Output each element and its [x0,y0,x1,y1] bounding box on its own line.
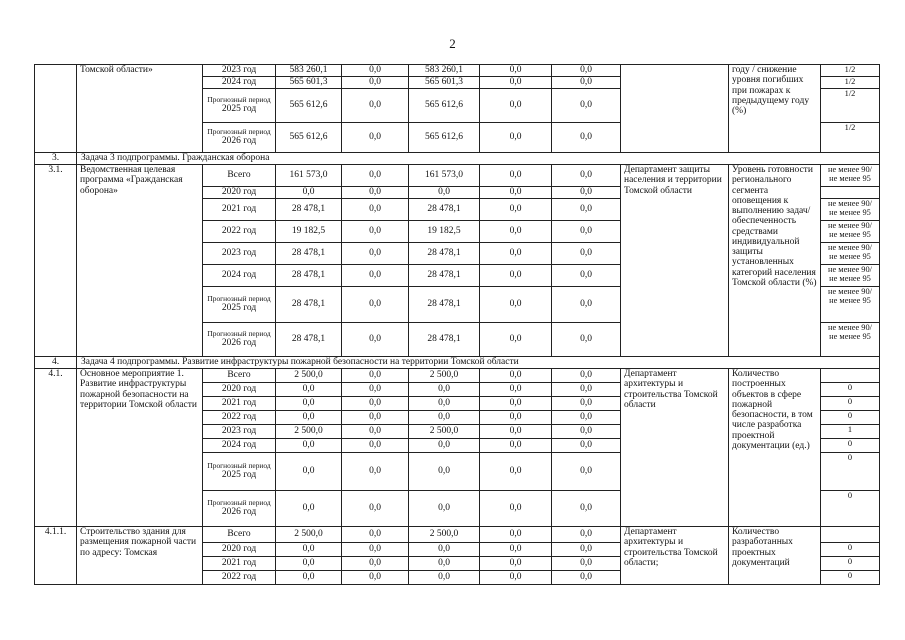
value-cell: 0,0 [409,187,480,199]
year-label: 2025 год [221,303,257,314]
value-cell: 0,0 [552,425,621,439]
indicator-value: 0 [821,571,880,585]
value-cell: 0,0 [409,557,480,571]
value-cell: 0,0 [480,557,552,571]
indicator-value: 0 [821,397,880,411]
value-cell: 0,0 [409,491,480,527]
value-cell: 0,0 [409,383,480,397]
value-cell: 0,0 [480,323,552,357]
value-cell: 0,0 [480,397,552,411]
value-cell: 0,0 [276,411,342,425]
value-cell: 2 500,0 [409,369,480,383]
value-cell: 0,0 [480,265,552,287]
indicator-value: 0 [821,557,880,571]
table-row [35,165,880,187]
indicator-value [821,369,880,383]
year-cell [203,123,276,153]
value-cell: 0,0 [276,383,342,397]
value-cell: 0,0 [480,383,552,397]
year-cell: Всего [203,165,276,187]
year-cell: 2021 год [203,557,276,571]
value-cell: 2 500,0 [276,527,342,543]
value-cell: 0,0 [342,397,409,411]
task-number: 3. [35,153,77,165]
year-label: 2025 год [221,470,257,481]
value-cell: 0,0 [342,491,409,527]
value-cell: 0,0 [342,89,409,123]
executor: Департамент архитектуры и строительства Томской области; [621,527,729,585]
value-cell: 19 182,5 [276,221,342,243]
year-cell: 2024 год [203,77,276,89]
value-cell: 0,0 [276,571,342,585]
row-number-cell [35,65,77,153]
table-row [35,527,880,543]
value-cell: 0,0 [342,165,409,187]
value-cell: 0,0 [552,243,621,265]
year-cell: 2022 год [203,221,276,243]
value-cell: 0,0 [552,65,621,77]
subprogram-table [34,64,880,585]
value-cell: 0,0 [552,411,621,425]
value-cell: 0,0 [480,491,552,527]
value-cell: 0,0 [342,199,409,221]
measure-name: Ведомственная целевая программа «Гражданская оборона» [77,165,203,357]
value-cell: 0,0 [552,397,621,411]
year-cell: Всего [203,369,276,383]
value-cell: 28 478,1 [409,199,480,221]
value-cell: 0,0 [342,323,409,357]
value-cell: 2 500,0 [409,425,480,439]
value-cell: 0,0 [480,439,552,453]
year-cell [203,491,276,527]
indicator-value: не менее 90/ не менее 95 [821,165,880,187]
year-label: 2026 год [221,338,257,349]
value-cell: 0,0 [480,411,552,425]
value-cell: 565 612,6 [409,123,480,153]
value-cell: 0,0 [552,287,621,323]
indicator-value: не менее 90/ не менее 95 [821,221,880,243]
year-cell: 2022 год [203,411,276,425]
value-cell: 0,0 [342,65,409,77]
year-cell: 2023 год [203,65,276,77]
year-cell: 2020 год [203,187,276,199]
value-cell: 2 500,0 [276,425,342,439]
value-cell: 28 478,1 [276,265,342,287]
value-cell: 0,0 [409,439,480,453]
value-cell: 583 260,1 [409,65,480,77]
year-label: 2026 год [221,507,257,518]
value-cell: 28 478,1 [276,287,342,323]
value-cell: 0,0 [552,323,621,357]
value-cell: 28 478,1 [409,287,480,323]
value-cell: 0,0 [342,369,409,383]
year-cell [203,453,276,491]
table-row [35,369,880,383]
row-number: 3.1. [35,165,77,357]
value-cell: 0,0 [552,165,621,187]
indicator-value: 1/2 [821,89,880,123]
value-cell: 0,0 [552,77,621,89]
value-cell: 0,0 [552,527,621,543]
forecast-label: Прогнозный период [207,461,271,471]
value-cell: 0,0 [276,439,342,453]
value-cell: 0,0 [342,557,409,571]
value-cell: 0,0 [480,243,552,265]
year-cell: Всего [203,527,276,543]
value-cell: 161 573,0 [409,165,480,187]
measure-name: Строительство здания для размещения пожарной части по адресу: Томская [77,527,203,585]
value-cell: 0,0 [552,123,621,153]
value-cell: 0,0 [552,221,621,243]
value-cell: 0,0 [276,397,342,411]
value-cell: 0,0 [480,165,552,187]
value-cell: 0,0 [409,571,480,585]
value-cell: 0,0 [480,77,552,89]
value-cell: 0,0 [552,265,621,287]
value-cell: 0,0 [342,383,409,397]
year-cell: 2021 год [203,199,276,221]
indicator-value: 1 [821,425,880,439]
value-cell: 565 612,6 [276,89,342,123]
value-cell: 0,0 [409,453,480,491]
value-cell: 0,0 [552,89,621,123]
page-number: 2 [449,36,456,51]
value-cell: 0,0 [342,221,409,243]
value-cell: 0,0 [480,527,552,543]
value-cell: 28 478,1 [409,243,480,265]
year-label: 2026 год [221,136,257,147]
indicator-value: не менее 90/ не менее 95 [821,243,880,265]
indicator-value: не менее 90/ не менее 95 [821,287,880,323]
value-cell: 0,0 [552,571,621,585]
value-cell: 0,0 [552,491,621,527]
indicator-name: Уровень готовности регионального сегмента оповещения к выполнению задач/ обеспеченность средствами индивидуальной защиты установленных категорий населения Томской области (%) [729,165,821,357]
value-cell: 28 478,1 [276,243,342,265]
value-cell: 0,0 [342,265,409,287]
year-cell: 2024 год [203,439,276,453]
executor-cell [621,65,729,153]
indicator-value: 0 [821,491,880,527]
forecast-label: Прогнозный период [207,498,271,508]
indicator-value: не менее 90/ не менее 95 [821,199,880,221]
value-cell: 0,0 [552,199,621,221]
value-cell: 0,0 [480,369,552,383]
value-cell: 0,0 [276,491,342,527]
value-cell: 0,0 [480,123,552,153]
indicator-value: 0 [821,453,880,491]
task-title: Задача 3 подпрограммы. Гражданская оборона [77,153,880,165]
value-cell: 0,0 [342,425,409,439]
value-cell: 565 612,6 [276,123,342,153]
value-cell: 0,0 [552,187,621,199]
value-cell: 0,0 [552,453,621,491]
value-cell: 0,0 [342,243,409,265]
year-cell: 2021 год [203,397,276,411]
year-cell: 2023 год [203,425,276,439]
table-row [35,153,880,165]
measure-name: Основное мероприятие 1. Развитие инфраструктуры пожарной безопасности на территории Томской области [77,369,203,527]
value-cell: 0,0 [342,411,409,425]
value-cell: 28 478,1 [276,199,342,221]
value-cell: 0,0 [480,453,552,491]
indicator-value: 1/2 [821,77,880,89]
value-cell: 28 478,1 [409,265,480,287]
forecast-label: Прогнозный период [207,127,271,137]
table-row [35,357,880,369]
value-cell: 0,0 [480,187,552,199]
year-label: 2025 год [221,104,257,115]
value-cell: 0,0 [342,287,409,323]
value-cell: 0,0 [480,221,552,243]
indicator-value: не менее 90/ не менее 95 [821,323,880,357]
year-cell: 2022 год [203,571,276,585]
value-cell: 565 601,3 [409,77,480,89]
year-cell: 2020 год [203,543,276,557]
indicator-value: 0 [821,411,880,425]
value-cell: 0,0 [342,453,409,491]
indicator-value: 1/2 [821,65,880,77]
indicator-value: не менее 90/ не менее 95 [821,265,880,287]
value-cell: 0,0 [552,383,621,397]
value-cell: 0,0 [409,543,480,557]
year-cell: 2024 год [203,265,276,287]
value-cell: 583 260,1 [276,65,342,77]
value-cell: 0,0 [409,411,480,425]
value-cell: 161 573,0 [276,165,342,187]
indicator-name: Количество построенных объектов в сфере пожарной безопасности, в том числе разработка проектной документации (ед.) [729,369,821,527]
indicator-value [821,527,880,543]
executor: Департамент архитектуры и строительства Томской области [621,369,729,527]
forecast-label: Прогнозный период [207,95,271,105]
value-cell: 0,0 [276,453,342,491]
value-cell: 0,0 [480,89,552,123]
value-cell: 28 478,1 [276,323,342,357]
value-cell: 0,0 [480,65,552,77]
task-number: 4. [35,357,77,369]
value-cell: 0,0 [552,439,621,453]
executor: Департамент защиты населения и территории Томской области [621,165,729,357]
value-cell: 28 478,1 [409,323,480,357]
value-cell: 0,0 [480,287,552,323]
year-cell [203,89,276,123]
value-cell: 0,0 [276,187,342,199]
indicator-value [821,187,880,199]
value-cell: 0,0 [552,543,621,557]
task-title: Задача 4 подпрограммы. Развитие инфраструктуры пожарной безопасности на территории Томской области [77,357,880,369]
value-cell: 2 500,0 [276,369,342,383]
value-cell: 0,0 [480,571,552,585]
year-cell: 2023 год [203,243,276,265]
value-cell: 0,0 [276,557,342,571]
indicator-value: 0 [821,439,880,453]
indicator-value: 1/2 [821,123,880,153]
table-body [35,65,880,585]
indicator-name: году / снижение уровня погибших при пожарах к предыдущему году (%) [729,65,821,153]
row-number: 4.1. [35,369,77,527]
value-cell: 0,0 [342,123,409,153]
value-cell: 565 601,3 [276,77,342,89]
table-row [35,65,880,77]
forecast-label: Прогнозный период [207,329,271,339]
indicator-name: Количество разработанных проектных документаций [729,527,821,585]
value-cell: 0,0 [480,543,552,557]
value-cell: 0,0 [552,557,621,571]
value-cell: 0,0 [342,571,409,585]
value-cell: 19 182,5 [409,221,480,243]
year-cell [203,323,276,357]
value-cell: 0,0 [342,527,409,543]
value-cell: 0,0 [342,77,409,89]
row-number: 4.1.1. [35,527,77,585]
value-cell: 0,0 [342,439,409,453]
measure-name: Томской области» [77,65,203,153]
value-cell: 2 500,0 [409,527,480,543]
year-cell: 2020 год [203,383,276,397]
indicator-value: 0 [821,383,880,397]
value-cell: 0,0 [480,425,552,439]
value-cell: 0,0 [276,543,342,557]
forecast-label: Прогнозный период [207,294,271,304]
value-cell: 0,0 [342,543,409,557]
value-cell: 0,0 [342,187,409,199]
value-cell: 0,0 [409,397,480,411]
value-cell: 565 612,6 [409,89,480,123]
indicator-value: 0 [821,543,880,557]
year-cell [203,287,276,323]
value-cell: 0,0 [552,369,621,383]
value-cell: 0,0 [480,199,552,221]
